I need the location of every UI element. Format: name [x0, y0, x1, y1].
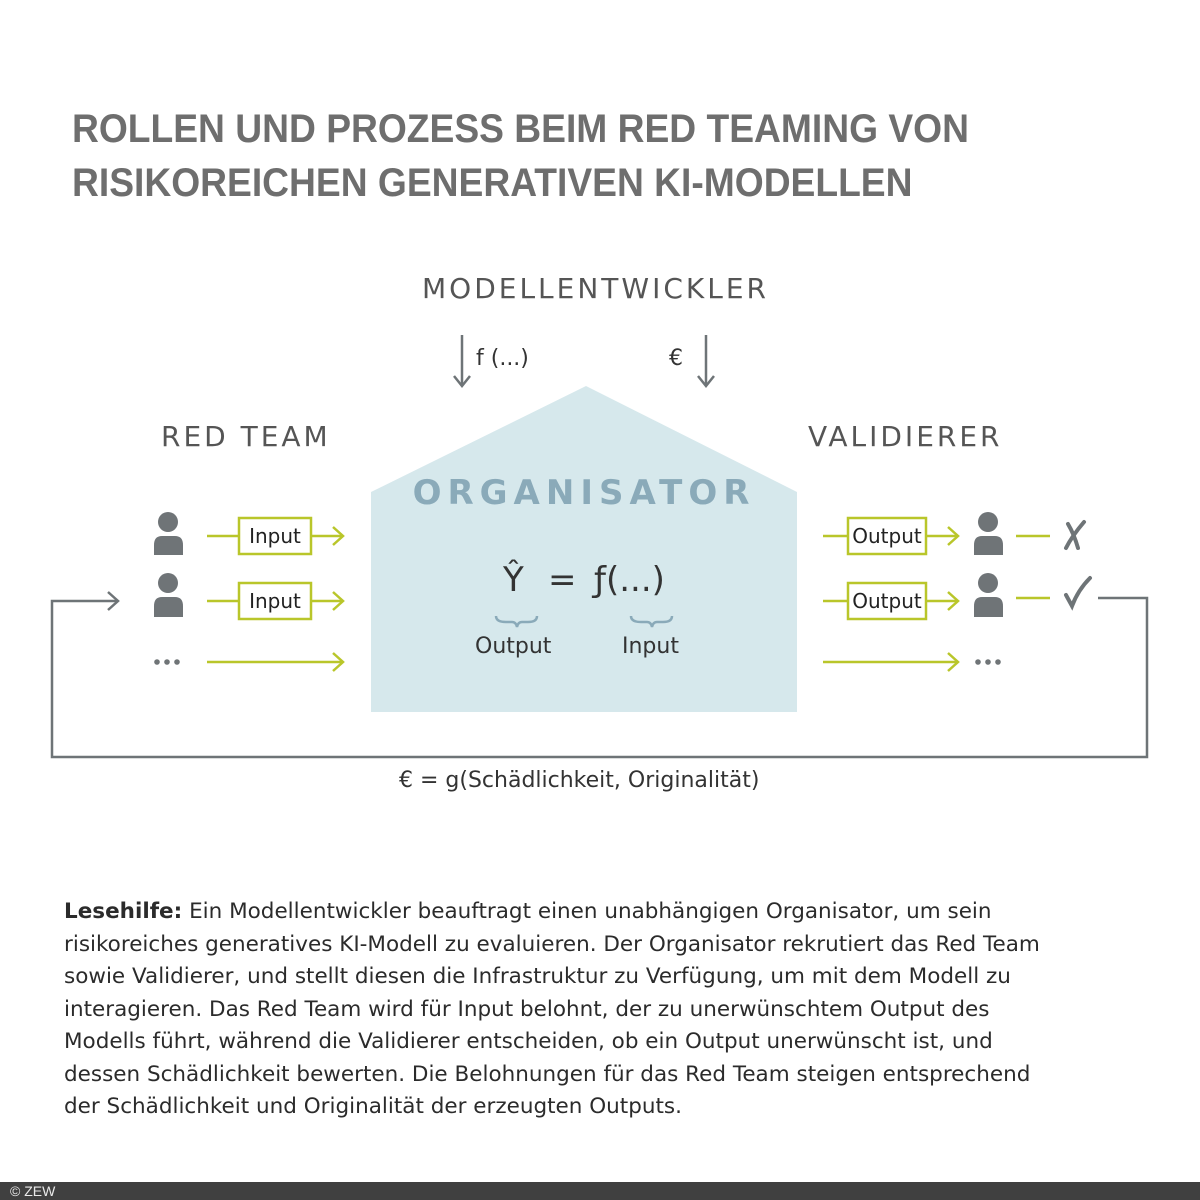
- copyright-text: © ZEW: [10, 1183, 56, 1199]
- ellipsis-icon: [975, 659, 1001, 665]
- formula-input-label: Input: [622, 634, 679, 659]
- developer-arrow-left: [454, 335, 470, 386]
- input-box-label: Input: [249, 589, 301, 613]
- caption-line: der Schädlichkeit und Originalität der erzeugten Outputs.: [64, 1094, 682, 1119]
- formula-equals: =: [548, 560, 577, 600]
- formula-output-label: Output: [475, 634, 552, 659]
- caption-line: dessen Schädlichkeit bewerten. Die Belohnungen für das Red Team steigen entsprechend: [64, 1061, 1031, 1087]
- organizer-house-shape: [371, 386, 797, 712]
- reject-cross-icon: [1066, 522, 1084, 548]
- person-icon: [154, 573, 183, 617]
- input-arrow: [207, 653, 343, 671]
- output-box-label: Output: [852, 589, 922, 613]
- role-modellentwickler: MODELLENTWICKLER: [422, 272, 769, 305]
- caption-line: sowie Validierer, und stellt diesen die Infrastruktur zu Verfügung, um mit dem Modell zu: [64, 964, 1011, 989]
- output-arrow: [823, 653, 958, 671]
- role-organisator: ORGANISATOR: [412, 473, 756, 513]
- title-line-1: ROLLEN UND PROZESS BEIM RED TEAMING VON: [72, 107, 969, 151]
- input-box-label: Input: [249, 524, 301, 548]
- caption-line: risikoreiches generatives KI-Modell zu evaluieren. Der Organisator rekrutiert das Red Team: [64, 931, 1040, 957]
- formula-lhs: Ŷ: [503, 560, 524, 600]
- ellipsis-icon: [154, 659, 180, 665]
- reward-formula: € = g(Schädlichkeit, Originalität): [399, 768, 760, 793]
- caption-line: Modells führt, während die Validierer entscheiden, ob ein Output unerwünscht ist, und: [64, 1029, 993, 1054]
- title-line-2: RISIKOREICHEN GENERATIVEN KI-MODELLEN: [72, 161, 913, 205]
- caption-lead: Lesehilfe:: [64, 899, 183, 924]
- reading-aid-caption: [64, 896, 1154, 1124]
- formula-rhs: ƒ(...): [594, 560, 665, 600]
- caption-line: Ein Modellentwickler beauftragt einen unabhängigen Organisator, um sein: [182, 899, 992, 924]
- copyright-footer: [0, 1182, 1200, 1200]
- role-red-team: RED TEAM: [161, 420, 331, 453]
- output-box-label: Output: [852, 524, 922, 548]
- function-label: f (...): [476, 346, 529, 371]
- accept-check-icon: [1066, 578, 1090, 606]
- person-icon: [154, 512, 183, 555]
- euro-label: €: [669, 346, 683, 371]
- caption-line: interagieren. Das Red Team wird für Input belohnt, der zu unerwünschtem Output des: [64, 996, 990, 1022]
- developer-arrow-right: [698, 335, 714, 386]
- role-validierer: VALIDIERER: [808, 420, 1003, 453]
- person-icon: [974, 512, 1003, 555]
- person-icon: [974, 573, 1003, 617]
